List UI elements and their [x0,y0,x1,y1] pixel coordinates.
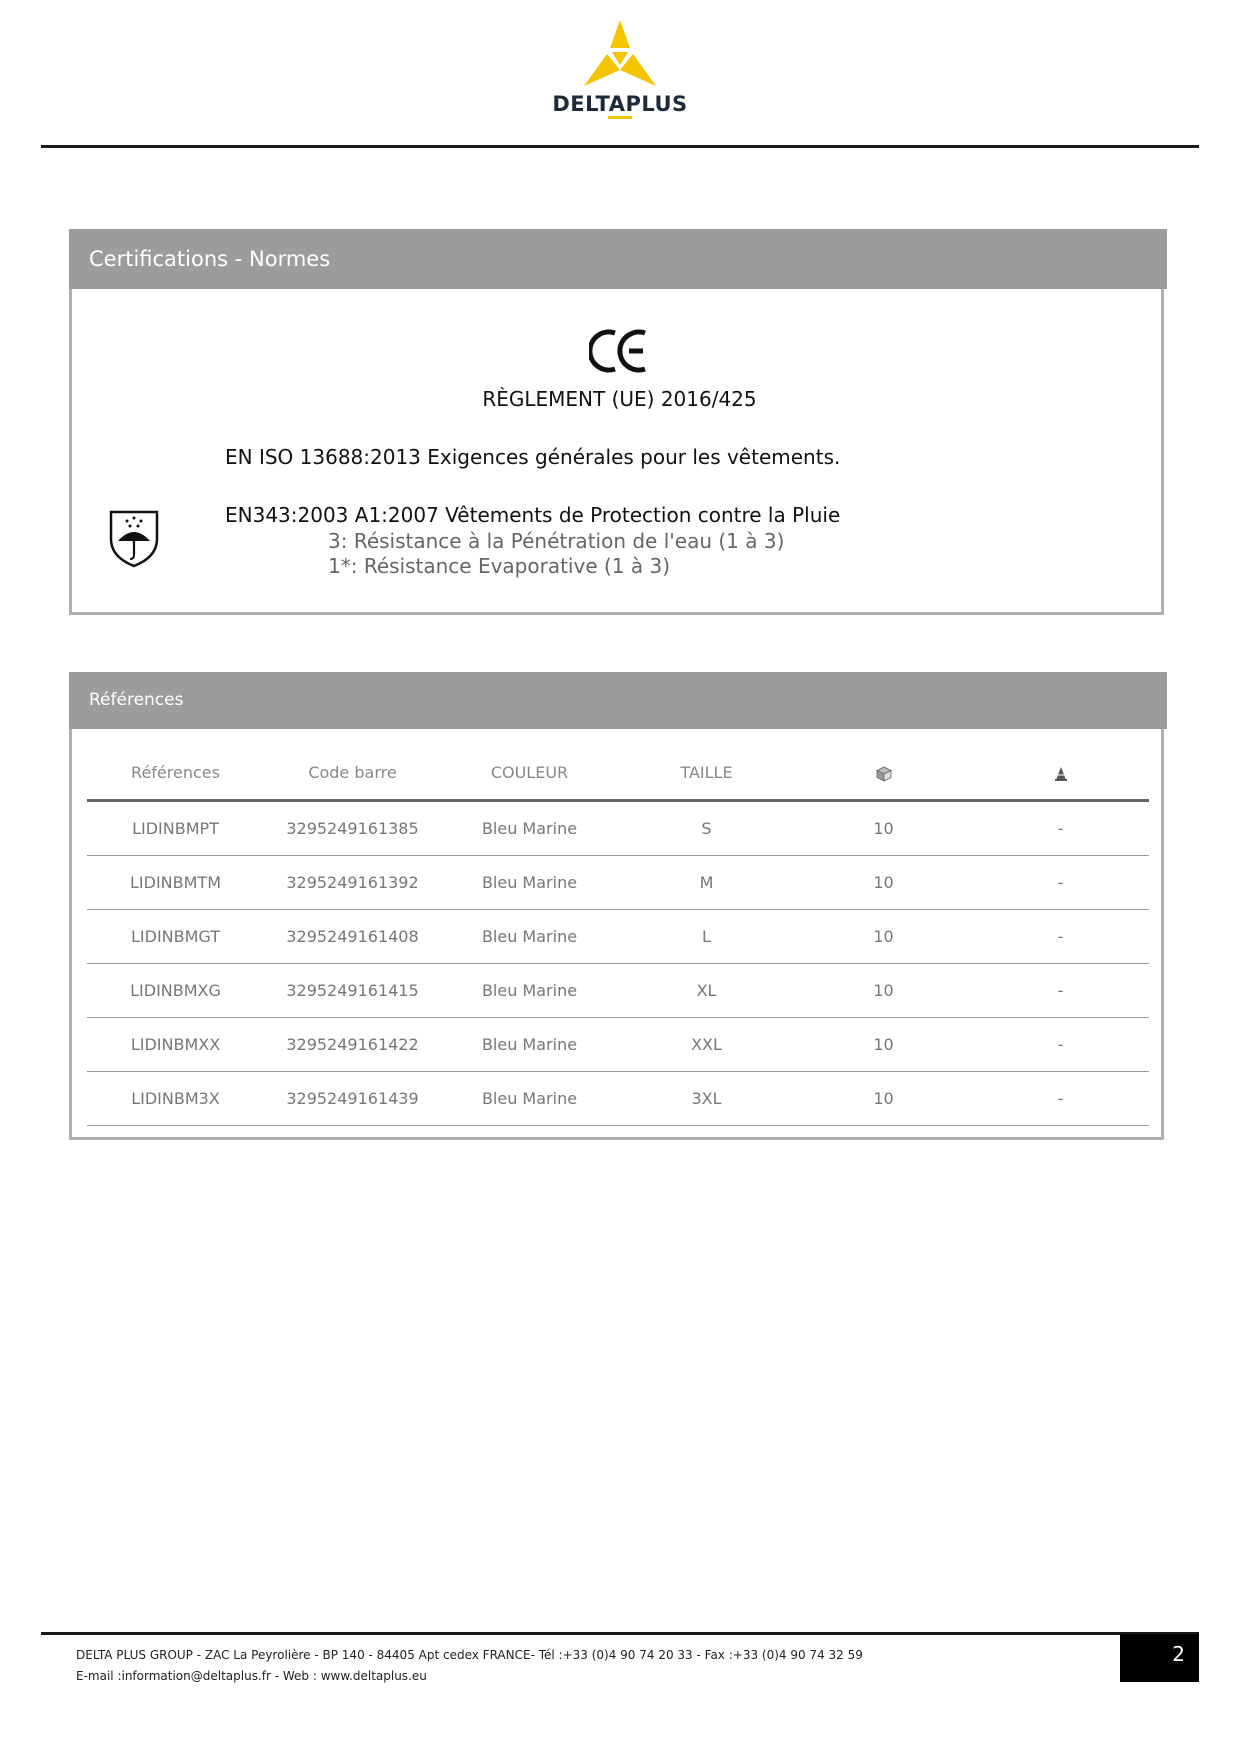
reference-cell: LIDINBMGT [87,910,264,964]
reference-cell: LIDINBMPT [87,801,264,856]
table-row [87,910,1149,964]
carton-qty-cell: - [972,1072,1149,1126]
table-row [87,964,1149,1018]
certifications-title: Certifications - Normes [69,229,1167,289]
size-cell: S [618,801,795,856]
barcode-cell: 3295249161439 [264,1072,441,1126]
page-number: 2 [1120,1634,1199,1682]
column-header-color: COULEUR [441,746,618,801]
color-cell: Bleu Marine [441,964,618,1018]
deltaplus-triangle-icon [580,18,660,88]
footer-contact: E-mail :information@deltaplus.fr - Web : www.deltaplus.eu [76,1669,427,1683]
color-cell: Bleu Marine [441,910,618,964]
references-panel [69,672,1164,1140]
table-row [87,1072,1149,1126]
standard-iso-13688: EN ISO 13688:2013 Exigences générales pour les vêtements. [225,445,841,469]
reference-cell: LIDINBMXX [87,1018,264,1072]
size-cell: 3XL [618,1072,795,1126]
size-cell: XL [618,964,795,1018]
box-qty-cell: 10 [795,801,972,856]
table-row [87,856,1149,910]
carton-icon [1053,766,1069,782]
header-divider [41,145,1199,148]
standard-en343: EN343:2003 A1:2007 Vêtements de Protection contre la Pluie [225,503,841,527]
standard-en343-detail: 3: Résistance à la Pénétration de l'eau (1 à 3) [328,529,785,553]
color-cell: Bleu Marine [441,801,618,856]
carton-qty-cell: - [972,1018,1149,1072]
barcode-cell: 3295249161392 [264,856,441,910]
barcode-cell: 3295249161385 [264,801,441,856]
size-cell: M [618,856,795,910]
table-header-row [87,746,1149,801]
references-table [87,746,1149,1126]
brand-name: DELTAPLUS [552,92,688,116]
box-qty-cell: 10 [795,964,972,1018]
carton-qty-cell: - [972,856,1149,910]
carton-qty-cell: - [972,910,1149,964]
footer-address: DELTA PLUS GROUP - ZAC La Peyrolière - BP 140 - 84405 Apt cedex FRANCE- Tél :+33 (0)4 90 74 20 33 - Fax :+33 (0)4 90 74 32 59 [76,1648,863,1662]
size-cell: L [618,910,795,964]
table-row [87,1018,1149,1072]
box-qty-cell: 10 [795,856,972,910]
reference-cell: LIDINBMTM [87,856,264,910]
carton-qty-cell: - [972,964,1149,1018]
column-header-references: Références [87,746,264,801]
certifications-panel [69,229,1164,615]
reference-cell: LIDINBMXG [87,964,264,1018]
rain-protection-shield-icon [108,509,160,569]
box-icon [876,766,892,782]
references-title: Références [69,672,1167,729]
box-qty-cell: 10 [795,910,972,964]
box-qty-cell: 10 [795,1072,972,1126]
column-header-barcode: Code barre [264,746,441,801]
ce-mark-icon [589,329,649,373]
barcode-cell: 3295249161408 [264,910,441,964]
brand-underline [608,116,632,120]
regulation-label: RÈGLEMENT (UE) 2016/425 [482,387,757,411]
color-cell: Bleu Marine [441,1072,618,1126]
column-header-carton [972,746,1149,801]
barcode-cell: 3295249161422 [264,1018,441,1072]
carton-qty-cell: - [972,801,1149,856]
size-cell: XXL [618,1018,795,1072]
brand-logo [0,18,1240,128]
standard-en343-detail: 1*: Résistance Evaporative (1 à 3) [328,554,671,578]
barcode-cell: 3295249161415 [264,964,441,1018]
column-header-box [795,746,972,801]
table-row [87,801,1149,856]
color-cell: Bleu Marine [441,1018,618,1072]
color-cell: Bleu Marine [441,856,618,910]
box-qty-cell: 10 [795,1018,972,1072]
column-header-size: TAILLE [618,746,795,801]
reference-cell: LIDINBM3X [87,1072,264,1126]
footer-divider [41,1632,1199,1635]
